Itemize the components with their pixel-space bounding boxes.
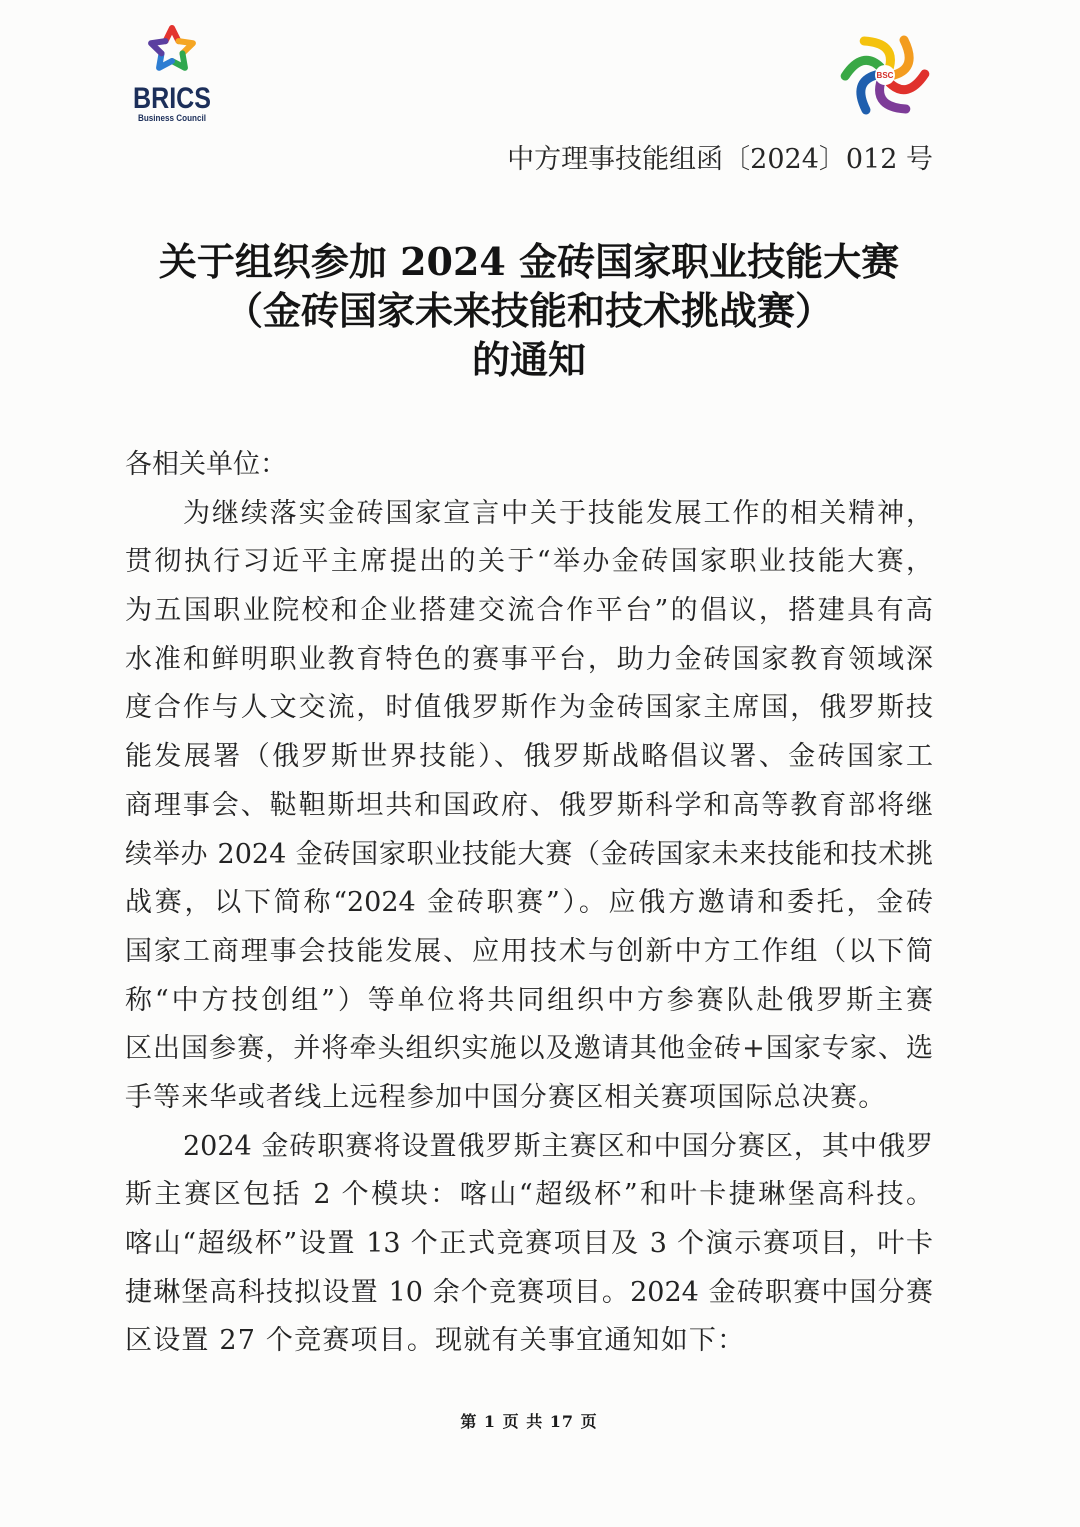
paragraph-line: 商理事会、鞑靼斯坦共和国政府、俄罗斯科学和高等教育部将继 <box>125 789 933 821</box>
paragraph-line: 区出国参赛，并将牵头组织实施以及邀请其他金砖+国家专家、选 <box>125 1033 933 1065</box>
page-indicator: 第 1 页 共 17 页 <box>460 1412 598 1431</box>
paragraph-line: 斯主赛区包括 2 个模块：喀山“超级杯”和叶卡捷琳堡高科技。 <box>125 1179 933 1211</box>
paragraph-line: 区设置 27 个竞赛项目。现就有关事宜通知如下： <box>125 1325 746 1357</box>
title-line: 的通知 <box>471 337 586 382</box>
paragraph-line: 称“中方技创组”）等单位将共同组织中方参赛队赴俄罗斯主赛 <box>125 984 933 1016</box>
salutation: 各相关单位： <box>125 449 287 480</box>
paragraph-line: 度合作与人文交流，时值俄罗斯作为金砖国家主席国，俄罗斯技 <box>125 692 933 724</box>
paragraph-line: 水准和鲜明职业教育特色的赛事平台，助力金砖国家教育领域深 <box>125 643 933 675</box>
document-number: 中方理事技能组函〔2024〕012 号 <box>507 144 933 175</box>
paragraph-line: 喀山“超级杯”设置 13 个正式竞赛项目及 3 个演示赛项目，叶卡 <box>125 1228 933 1259</box>
title-line: （金砖国家未来技能和技术挑战赛） <box>224 288 833 333</box>
paragraph-line: 手等来华或者线上远程参加中国分赛区相关赛项国际总决赛。 <box>125 1081 887 1113</box>
brics-wordmark: BRICS <box>133 82 211 115</box>
paragraph-line: 捷琳堡高科技拟设置 10 余个竞赛项目。2024 金砖职赛中国分赛 <box>125 1276 933 1308</box>
paragraph-line: 能发展署（俄罗斯世界技能）、俄罗斯战略倡议署、金砖国家工 <box>125 741 933 773</box>
paragraph-line: 2024 金砖职赛将设置俄罗斯主赛区和中国分赛区，其中俄罗 <box>183 1130 933 1162</box>
paragraph-2 <box>125 1123 933 1366</box>
document-title <box>125 237 933 384</box>
bsc-logo <box>840 30 930 120</box>
paragraph-line: 贯彻执行习近平主席提出的关于“举办金砖国家职业技能大赛， <box>125 546 933 578</box>
paragraph-line: 为五国职业院校和企业搭建交流合作平台”的倡议，搭建具有高 <box>125 595 933 627</box>
brics-logo <box>125 20 220 130</box>
paragraph-line: 续举办 2024 金砖国家职业技能大赛（金砖国家未来技能和技术挑 <box>125 838 933 870</box>
document-body <box>125 441 933 1366</box>
paragraph-line: 为继续落实金砖国家宣言中关于技能发展工作的相关精神， <box>183 497 933 529</box>
bsc-wordmark: BSC <box>876 71 894 80</box>
paragraph-line: 战赛，以下简称“2024 金砖职赛”）。应俄方邀请和委托，金砖 <box>125 887 933 919</box>
paragraph-line: 国家工商理事会技能发展、应用技术与创新中方工作组（以下简 <box>125 935 933 967</box>
paragraph-1 <box>125 490 933 1123</box>
brics-star-icon <box>151 28 193 68</box>
brics-subtitle: Business Council <box>138 113 206 123</box>
title-line: 关于组织参加 2024 金砖国家职业技能大赛 <box>158 239 900 284</box>
